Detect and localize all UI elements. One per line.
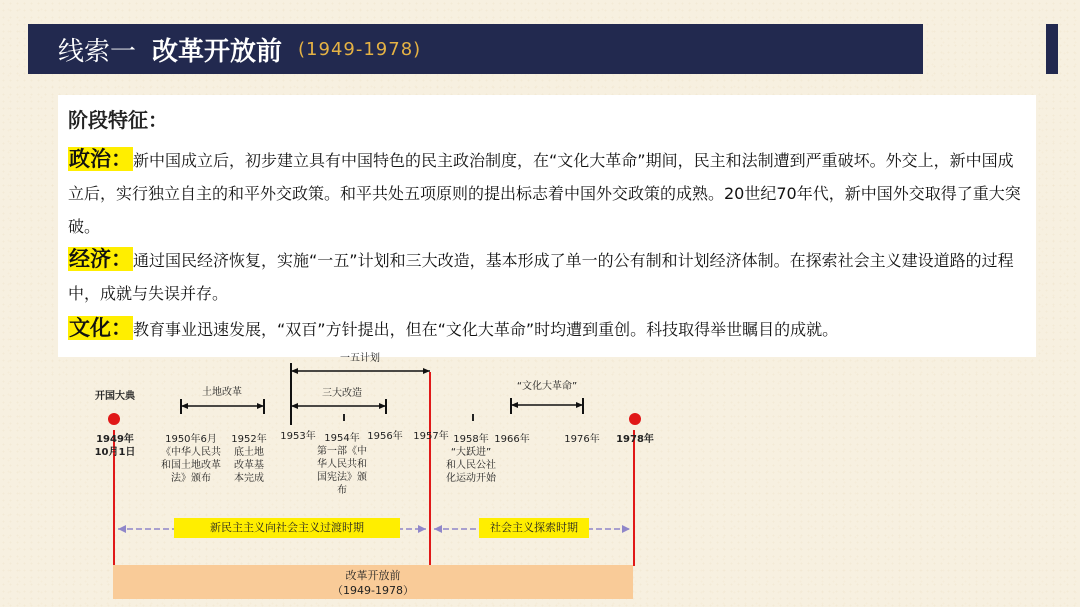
- politics-text: 新中国成立后，初步建立具有中国特色的民主政治制度，在“文化大革命”期间，民主和法制遭到严重破坏。外交上，新中国成立后，实行独立自主的和平外交政策。和平共处五项原则的提出标志着中国外交政策的成熟。20世纪70年代，新中国外交取得了重大突破。: [68, 151, 1021, 236]
- label-1950: 1950年6月 《中华人民共 和国土地改革 法》颁布: [161, 434, 221, 484]
- label-1976: 1976年: [564, 434, 600, 445]
- label-cultural-revolution: “文化大革命”: [516, 381, 578, 392]
- politics-label: 政治：: [69, 147, 132, 171]
- label-1954: 1954年 第一部《中 华人民共和 国宪法》颁 布: [317, 433, 367, 496]
- era-band-years: （1949-1978）: [332, 584, 414, 597]
- economy-text: 通过国民经济恢复，实施“一五”计划和三大改造，基本形成了单一的公有制和计划经济体制。在探索社会主义建设道路的过程中，成就与失误并存。: [68, 251, 1014, 303]
- culture-label: 文化：: [69, 316, 132, 340]
- label-three-reforms: 三大改造: [322, 388, 362, 399]
- label-1949: 1949年 10月1日: [94, 434, 136, 458]
- page-title: 改革开放前: [152, 36, 283, 67]
- label-1956: 1956年: [367, 431, 403, 442]
- era-band-title: 改革开放前: [345, 569, 401, 582]
- label-five-year-plan: 一五计划: [340, 353, 380, 364]
- culture-text: 教育事业迅速发展，“双百”方针提出，但在“文化大革命”时均遭到重创。科技取得举世瞩目的成就。: [133, 320, 839, 339]
- title-years: (1949-1978): [298, 38, 422, 60]
- title-lead: 线索一: [58, 36, 137, 67]
- economy-label: 经济：: [69, 247, 132, 271]
- dot-1978: [629, 413, 641, 425]
- period-exploration: 社会主义探索时期: [479, 518, 589, 538]
- label-1957: 1957年: [413, 431, 449, 442]
- period-transition: 新民主主义向社会主义过渡时期: [174, 518, 400, 538]
- label-founding: 开国大典: [95, 391, 135, 402]
- label-1958: 1958年 “大跃进” 和人民公社 化运动开始: [446, 434, 496, 484]
- era-band: [113, 565, 633, 599]
- label-land-reform: 土地改革: [202, 387, 242, 398]
- label-1953: 1953年: [280, 431, 316, 442]
- card-heading: 阶段特征：: [68, 108, 168, 132]
- dot-1949: [108, 413, 120, 425]
- label-1952: 1952年 底土地 改革基 本完成: [231, 434, 267, 484]
- label-1966: 1966年: [494, 434, 530, 445]
- label-1978: 1978年: [616, 434, 654, 445]
